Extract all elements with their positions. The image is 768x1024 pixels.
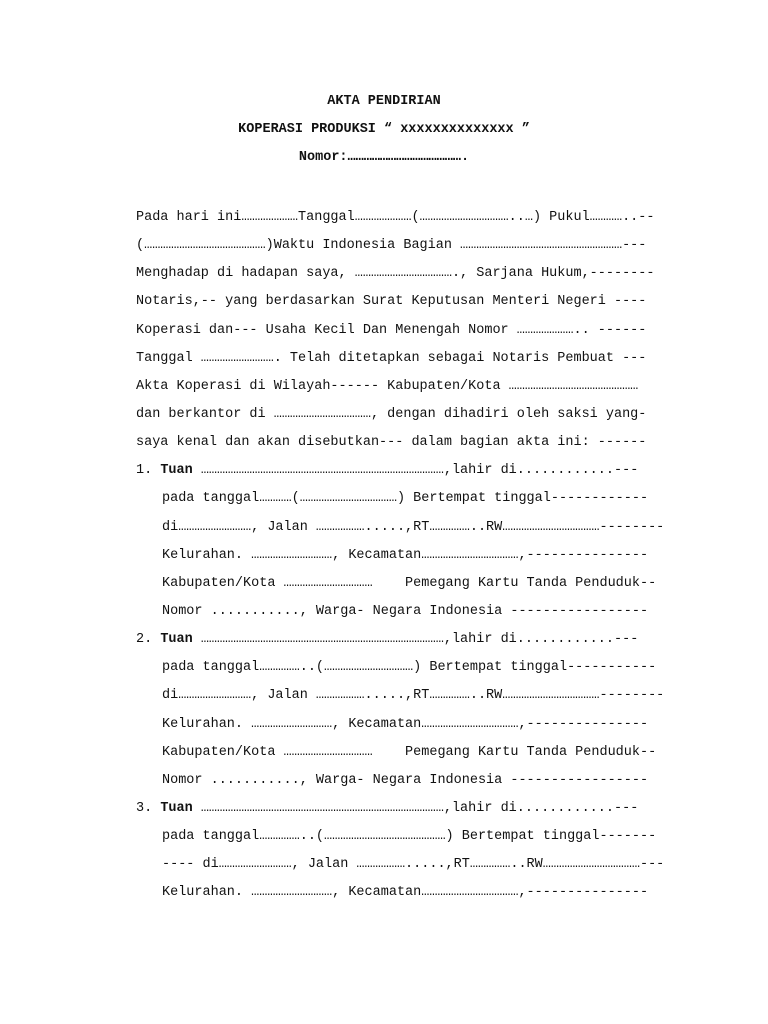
opening-line: dan berkantor di ………………………………, dengan dihadiri oleh saksi yang- [136,406,647,422]
person-detail-line: pada tanggal…………(………………………………) Bertempat tinggal------------ [162,491,649,507]
person-detail-line: Kelurahan. …………………………, Kecamatan………………………………,--------------- [162,716,649,732]
opening-line: Koperasi dan--- Usaha Kecil Dan Menengah Nomor ………………….. ------ [136,322,647,338]
opening-line: saya kenal dan akan disebutkan--- dalam bagian akta ini: ------ [136,435,647,451]
person-detail-line: Kelurahan. …………………………, Kecamatan………………………………,--------------- [162,547,649,563]
person-detail-line: di………………………, Jalan ……………….....,RT……………..RW………………………………-------- [162,519,665,535]
opening-line: Tanggal ………………………. Telah ditetapkan sebagai Notaris Pembuat --- [136,350,647,366]
person-detail-line: pada tanggal……………..(………………………………………) Bertempat tinggal------- [162,829,657,845]
person-name-birth: ………………………………………………………………………………,lahir di............--- [192,800,639,816]
person-honorific: Tuan [160,632,193,648]
document-number: Nomor:……………………………………. [298,150,470,165]
opening-line: Menghadap di hadapan saya, ………………………………., Sarjana Hukum,-------- [136,266,655,282]
person-entry-3 [136,795,726,823]
person-number: 2. [136,632,153,648]
person-name-birth: ………………………………………………………………………………,lahir di............--- [192,632,639,648]
person-detail-line: Kabupaten/Kota …………………………… Pemegang Kartu Tanda Penduduk-- [162,575,657,591]
person-detail-line: di………………………, Jalan ……………….....,RT……………..RW………………………………-------- [162,688,665,704]
opening-line: (………………………………………)Waktu Indonesia Bagian ……………………………………………………--- [136,238,647,254]
person-name-birth: ………………………………………………………………………………,lahir di............--- [192,463,639,479]
person-entry-2 [136,626,726,654]
person-honorific: Tuan [160,800,193,816]
person-detail-line: Nomor ..........., Warga- Negara Indonesia ----------------- [162,772,649,788]
person-honorific: Tuan [160,463,193,479]
person-detail-line: Kabupaten/Kota …………………………… Pemegang Kartu Tanda Penduduk-- [162,744,657,760]
person-detail-line: Nomor ..........., Warga- Negara Indonesia ----------------- [162,603,649,619]
person-detail-line: pada tanggal……………..(……………………………) Bertempat tinggal----------- [162,660,657,676]
document-subtitle: KOPERASI PRODUKSI “ xxxxxxxxxxxxxx ” [238,122,530,137]
person-number: 3. [136,800,153,816]
person-detail-line: Kelurahan. …………………………, Kecamatan………………………………,--------------- [162,885,649,901]
opening-line: Akta Koperasi di Wilayah------ Kabupaten/Kota ………………………………………… [136,378,639,394]
opening-line: Pada hari ini…………………Tanggal…………………(……………………………..…) Pukul…………..-- [136,210,655,225]
document-title: AKTA PENDIRIAN [327,94,441,109]
document-body [136,204,726,908]
person-number: 1. [136,463,153,479]
person-entry-1 [136,457,726,485]
person-detail-line: ---- di………………………, Jalan ……………….....,RT……………..RW………………………………--- [162,857,665,873]
opening-line: Notaris,-- yang berdasarkan Surat Keputusan Menteri Negeri ---- [136,294,647,310]
